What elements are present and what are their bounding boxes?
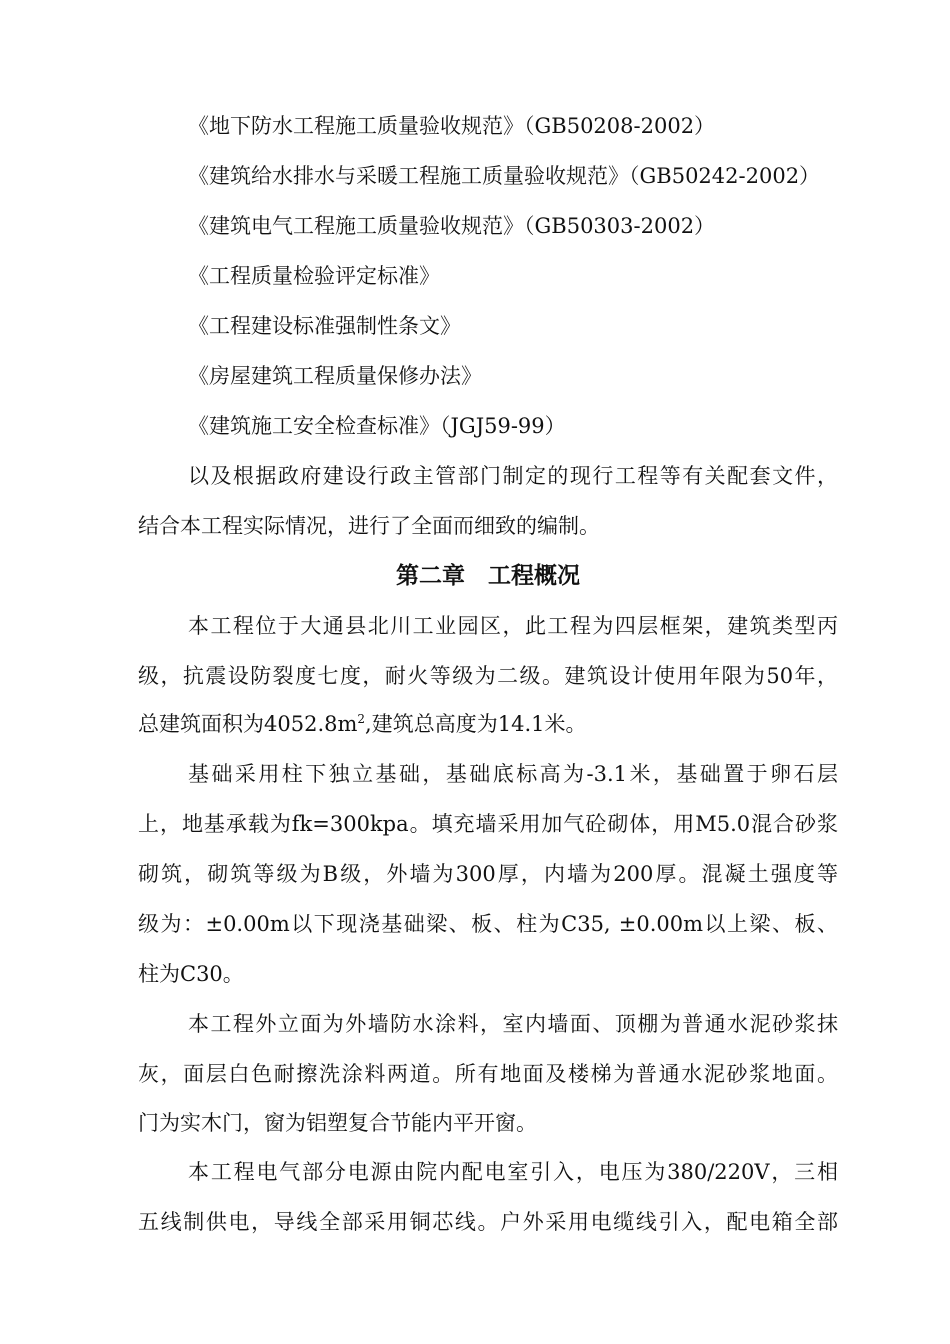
reference-item: 《建筑施工安全检查标准》（JGJ59-99）: [188, 414, 566, 438]
reference-item: 《工程建设标准强制性条文》: [188, 314, 461, 338]
reference-item: 《工程质量检验评定标准》: [188, 264, 440, 288]
intro-line: 结合本工程实际情况，进行了全面而细致的编制。: [138, 514, 600, 538]
paragraph-line: 本工程位于大通县北川工业园区，此工程为四层框架，建筑类型丙: [188, 614, 838, 638]
paragraph-line: 本工程外立面为外墙防水涂料，室内墙面、顶棚为普通水泥砂浆抹: [188, 1012, 838, 1036]
area-text: 总建筑面积为4052.8m: [138, 712, 358, 736]
paragraph-line: 柱为C30。: [138, 962, 244, 986]
paragraph-line: 基础采用柱下独立基础，基础底标高为-3.1米，基础置于卵石层: [188, 762, 838, 786]
paragraph-line: 五线制供电，导线全部采用铜芯线。户外采用电缆线引入，配电箱全部: [138, 1210, 838, 1234]
reference-item: 《建筑给水排水与采暖工程施工质量验收规范》（GB50242-2002）: [188, 164, 821, 188]
reference-item: 《建筑电气工程施工质量验收规范》（GB50303-2002）: [188, 214, 716, 238]
reference-item: 《房屋建筑工程质量保修办法》: [188, 364, 482, 388]
paragraph-line: 上，地基承载为fk=300kpa。填充墙采用加气砼砌体，用M5.0混合砂浆: [138, 812, 838, 836]
paragraph-line: 砌筑，砌筑等级为B级，外墙为300厚，内墙为200厚。混凝土强度等: [138, 862, 838, 886]
paragraph-line: [138, 709, 838, 739]
paragraph-line: 灰，面层白色耐擦洗涂料两道。所有地面及楼梯为普通水泥砂浆地面。: [138, 1062, 838, 1086]
intro-line: 以及根据政府建设行政主管部门制定的现行工程等有关配套文件，: [188, 464, 838, 488]
height-text: ,建筑总高度为14.1米。: [365, 712, 587, 736]
paragraph-line: 本工程电气部分电源由院内配电室引入，电压为380/220V，三相: [188, 1160, 838, 1184]
area-unit-superscript: 2: [357, 712, 366, 726]
reference-item: 《地下防水工程施工质量验收规范》（GB50208-2002）: [188, 114, 716, 138]
paragraph-line: 门为实木门，窗为铝塑复合节能内平开窗。: [138, 1111, 537, 1135]
paragraph-line: 级，抗震设防裂度七度，耐火等级为二级。建筑设计使用年限为50年，: [138, 664, 838, 688]
paragraph-line: 级为：±0.00m以下现浇基础梁、板、柱为C35, ±0.00m以上梁、板、: [138, 912, 838, 936]
chapter-title: 第二章 工程概况: [396, 563, 580, 589]
